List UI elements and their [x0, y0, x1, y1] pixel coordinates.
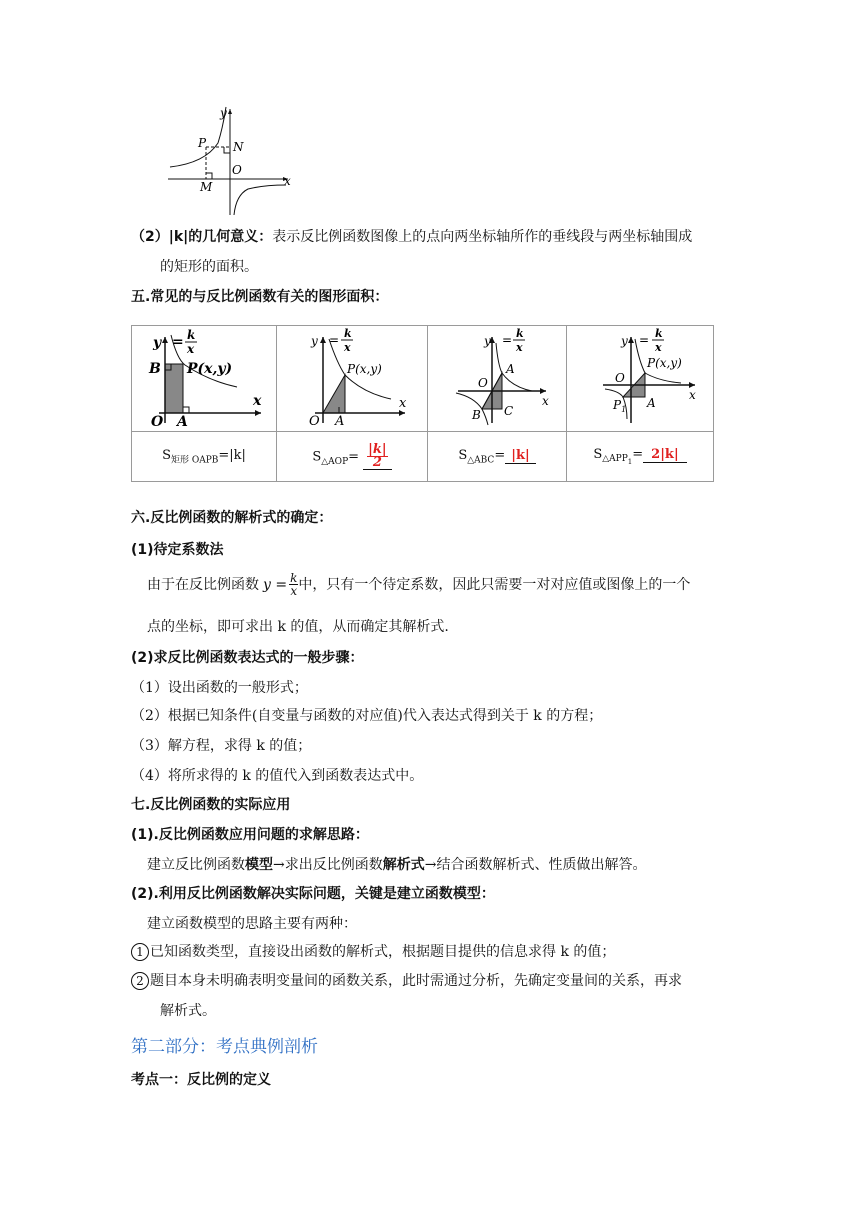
- g4-point-a: A: [647, 395, 656, 410]
- s6-1-text2: 点的坐标，即可求出 k 的值，从而确定其解析式.: [147, 619, 449, 635]
- step-1: （1）设出函数的一般形式；: [131, 680, 308, 696]
- k-meaning-label: （2）|k|的几何意义：: [131, 229, 273, 245]
- section5-title: 五.常见的与反比例函数有关的图形面积：: [131, 289, 389, 305]
- app1-answer: 2|k|: [643, 447, 687, 463]
- area-table: [131, 325, 714, 482]
- g3-origin: O: [478, 375, 488, 390]
- g4-axis-x: x: [689, 387, 696, 402]
- g1-origin: O: [151, 413, 164, 427]
- graph-triangle-abc: [432, 327, 562, 427]
- g2-eq-den: x: [344, 340, 351, 354]
- point-p-label: P: [198, 136, 207, 150]
- step-3: （3）解方程，求得 k 的值；: [131, 738, 312, 754]
- g2-point-a: A: [335, 413, 345, 427]
- formula-cell-abc: $S_{\triangle ABC}= |k|$: [428, 432, 567, 482]
- graph-triangle-aop: [287, 327, 417, 427]
- g3-point-a: A: [506, 361, 515, 376]
- g3-eq-num: k: [516, 326, 524, 340]
- g1-eq-den: x: [187, 341, 195, 356]
- formula-cell-app1: $S_{\triangle APP_1}= 2|k|$: [567, 432, 714, 482]
- area-graph-cell-app1: [567, 326, 714, 432]
- origin-label: O: [232, 163, 242, 177]
- g4-point-p: P(x,y): [647, 355, 682, 370]
- graph-rectangle-oapb: [139, 327, 269, 427]
- g2-origin: O: [309, 413, 320, 427]
- g1-point-p: P(x,y): [187, 360, 233, 377]
- g2-axis-y: y: [311, 333, 318, 348]
- svg-text:=: =: [639, 332, 650, 347]
- point-m-label: M: [200, 180, 213, 194]
- g4-axis-y: y: [621, 333, 628, 348]
- svg-text:=: =: [172, 333, 184, 350]
- section7-title: 七.反比例函数的实际应用: [131, 797, 291, 813]
- axis-x-label: x: [284, 174, 291, 188]
- circled-number-1: 1: [131, 943, 149, 961]
- s7-1-title: (1).反比例函数应用问题的求解思路：: [131, 827, 369, 843]
- area-graph-cell-abc: [428, 326, 567, 432]
- svg-text:=: =: [329, 332, 340, 347]
- s7-2-intro: 建立函数模型的思路主要有两种：: [147, 916, 357, 932]
- s6-1-text: 由于在反比例函数 y = $\frac{k}{x}$ 中，只有一个待定系数，因此只需要一对对应值或图像上的一个: [147, 571, 691, 598]
- g2-point-p: P(x,y): [347, 361, 382, 376]
- g4-origin: O: [615, 370, 625, 385]
- way-1: 1 已知函数类型，直接设出函数的解析式，根据题目提供的信息求得 k 的值；: [131, 942, 615, 962]
- g1-axis-y: y: [153, 334, 162, 351]
- circled-number-2: 2: [131, 972, 149, 990]
- s7-2-title: (2).利用反比例函数解决实际问题，关键是建立函数模型：: [131, 886, 495, 902]
- g3-point-b: B: [472, 407, 481, 422]
- s7-1-text: 建立反比例函数模型→求出反比例函数解析式→结合函数解析式、性质做出解答。: [147, 857, 647, 873]
- formula-cell-aop: $S_{\triangle AOP}=$ $\frac{|k|}{2}$: [277, 432, 428, 482]
- g3-axis-y: y: [484, 333, 491, 348]
- g2-axis-x: x: [399, 395, 407, 411]
- axis-y-label: y: [220, 106, 227, 120]
- formula-cell-rectangle: $S_{矩形 OAPB}=|k|$: [132, 432, 277, 482]
- area-graph-cell-rectangle: [132, 326, 277, 432]
- g1-eq-num: k: [187, 327, 196, 342]
- way-2-cont: 解析式。: [160, 1003, 216, 1019]
- aop-answer: $\frac{|k|}{2}$: [363, 444, 391, 470]
- kaodian1-title: 考点一：反比例的定义: [131, 1072, 271, 1088]
- g3-eq-den: x: [516, 340, 523, 354]
- g3-point-c: C: [504, 403, 514, 418]
- g2-eq-num: k: [344, 326, 352, 340]
- abc-answer: |k|: [505, 448, 535, 464]
- area-graph-cell-aop: [277, 326, 428, 432]
- step-4: （4）将所求得的 k 的值代入到函数表达式中。: [131, 768, 424, 784]
- k-meaning-text2: 的矩形的面积。: [160, 259, 258, 275]
- g3-axis-x: x: [542, 393, 549, 408]
- g1-point-b: B: [149, 360, 161, 377]
- graph-triangle-app1: [575, 327, 705, 427]
- s6-1-fraction: $\frac{k}{x}$: [290, 571, 298, 598]
- g4-eq-den: x: [655, 340, 662, 354]
- s6-2-title: (2)求反比例函数表达式的一般步骤：: [131, 650, 364, 666]
- g4-point-p1: $P_1$: [613, 397, 627, 414]
- g4-eq-num: k: [655, 326, 663, 340]
- g1-point-a: A: [177, 413, 188, 427]
- part2-title: 第二部分：考点典例剖析: [131, 1037, 318, 1057]
- way-2: 2 题目本身未明确表明变量间的函数关系，此时需通过分析，先确定变量间的关系，再求: [131, 971, 682, 991]
- k-meaning-text1: 表示反比例函数图像上的点向两坐标轴所作的垂线段与两坐标轴围成: [272, 229, 693, 245]
- point-n-label: N: [233, 140, 244, 154]
- section6-title: 六.反比例函数的解析式的确定：: [131, 510, 333, 526]
- s6-1-title: (1)待定系数法: [131, 542, 224, 558]
- k-meaning-line1: [131, 227, 692, 247]
- g1-axis-x: x: [253, 392, 262, 409]
- hyperbola-rectangle-graph: [160, 105, 295, 217]
- step-2: （2）根据已知条件(自变量与函数的对应值)代入表达式得到关于 k 的方程；: [131, 708, 603, 724]
- svg-text:=: =: [502, 332, 513, 347]
